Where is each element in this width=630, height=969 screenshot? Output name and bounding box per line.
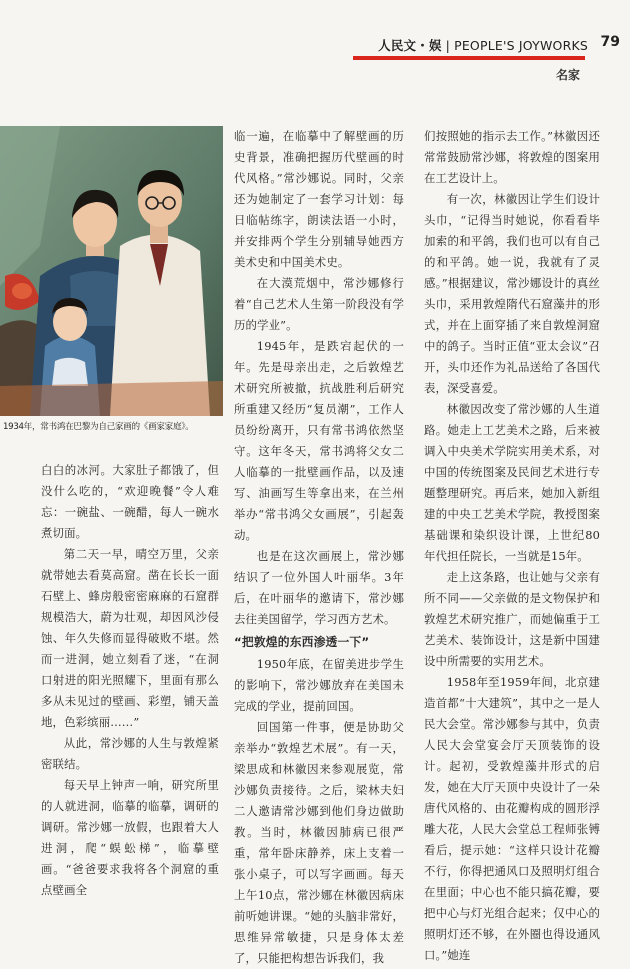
paragraph: 在大漠荒烟中，常沙娜修行着“自己艺术人生第一阶段没有学历的学业”。 (234, 276, 404, 332)
header-accent-bar (353, 56, 585, 60)
paragraph: 们按照她的指示去工作。”林徽因还常常鼓励常沙娜，将敦煌的图案用在工艺设计上。 (424, 129, 600, 185)
article-column-3 (424, 126, 600, 966)
magazine-title (378, 36, 588, 54)
paragraph: 回国第一件事，便是协助父亲举办“敦煌艺术展”。有一天，梁思成和林徽因来参观展览，常沙娜负责接待。之后，梁林夫妇二人邀请常沙娜到他们身边做助教。当时，林徽因肺病已很严重，常年卧床静养，床上支着一张小桌子，可以写字画画。每天上午10点，常沙娜在林徽因病床前听她讲课。“她的头脑非常好，思维异常敏捷，只是身体太差了，只能把构想告诉我们，我 (234, 720, 404, 965)
paragraph: 有一次，林徽因让学生们设计头巾，“记得当时她说，你看看毕加索的和平鸽，我们也可以有自己的和平鸽。她一说，我就有了灵感。”根据建议，常沙娜设计的真丝头巾，采用敦煌隋代石窟藻井的形式，并在上面穿插了来自敦煌洞窟中的鸽子。当时正值“亚太会议”召开，头巾还作为礼品送给了各国代表，深受喜爱。 (424, 192, 600, 395)
paragraph: 白白的冰河。大家肚子都饿了，但没什么吃的，“欢迎晚餐”令人难忘：一碗盐、一碗醋，每人一碗水煮切面。 (41, 463, 219, 540)
section-heading: “把敦煌的东西渗透一下” (234, 635, 370, 649)
family-portrait-painting (0, 126, 223, 416)
paragraph: 1945年，是跌宕起伏的一年。先是母亲出走，之后敦煌艺术研究所被撤，抗战胜利后研究所重建又经历“复员潮”，工作人员纷纷离开，只有常书鸿依然坚守。这年冬天，常书鸿将父女二人临摹的一批壁画作品，以及速写、油画写生等拿出来，在兰州举办“常书鸿父女画展”，引起轰动。 (234, 339, 404, 542)
article-column-1 (41, 460, 219, 901)
paragraph: 也是在这次画展上，常沙娜结识了一位外国人叶丽华。3年后，在叶丽华的邀请下，常沙娜去往美国留学，学习西方艺术。 (234, 549, 404, 626)
figure-caption: 1934年，常书鸿在巴黎为自己家画的《画家家庭》。 (3, 422, 194, 432)
title-separator: | (445, 38, 451, 53)
paragraph: 每天早上钟声一响，研究所里的人就进洞，临摹的临摹，调研的调研。常沙娜一放假，也跟着大人进洞，爬“蜈蚣梯”，临摹壁画。“爸爸要求我将各个洞窟的重点壁画全 (41, 778, 219, 897)
article-column-2 (234, 126, 404, 969)
paragraph: 1958年至1959年间，北京建造首都“十大建筑”，其中之一是人民大会堂。常沙娜参与其中，负责人民大会堂宴会厅天顶装饰的设计。起初，受敦煌藻井形式的启发，她在大厅天顶中央设计了一朵唐代风格的、由花瓣构成的圆形浮雕大花，人民大会堂总工程师张镈看后，提示她：“这样只设计花瓣不行，你得把通风口及照明灯组合在里面；中心也不能只搞花瓣，要把中心与灯光组合起来；仅中心的照明灯还不够，在外圈也得设通风口。”她连 (424, 675, 600, 962)
paragraph: 从此，常沙娜的人生与敦煌紧密联结。 (41, 736, 219, 771)
paragraph: 林徽因改变了常沙娜的人生道路。她走上工艺美术之路，后来被调入中央美术学院实用美术系，对中国的传统图案及民间艺术进行专题整理研究。再后来，她加入新组建的中央工艺美术学院，教授图案基础课和染织设计课，上世纪80年代担任院长，一当就是15年。 (424, 402, 600, 563)
magazine-title-cn: 人民文・娱 (378, 38, 442, 53)
paragraph: 走上这条路，也让她与父亲有所不同——父亲做的是文物保护和敦煌艺术研究推广，而她偏重于工艺美术、装饰设计，这是新中国建设中所需要的实用艺术。 (424, 570, 600, 668)
painting-illustration (0, 126, 223, 416)
page-number: 79 (600, 34, 620, 50)
magazine-title-en: PEOPLE'S JOYWORKS (454, 38, 588, 53)
section-label: 名家 (555, 68, 580, 82)
page-header (0, 0, 630, 90)
paragraph: 第二天一早，晴空万里，父亲就带她去看莫高窟。凿在长长一面石壁上、蜂房般密密麻麻的石窟群规模浩大，蔚为壮观，却因风沙侵蚀、年久失修而显得破败不堪。然而一进洞，她立刻看了迷，“在洞口射进的阳光照耀下，里面有那么多从未见过的壁画、彩塑，铺天盖地，色彩缤丽……” (41, 547, 219, 729)
paragraph: 临一遍，在临摹中了解壁画的历史背景，准确把握历代壁画的时代风格。”常沙娜说。同时，父亲还为她制定了一套学习计划：每日临帖练字，朗读法语一小时，并安排两个学生分别辅导她西方美术史和中国美术史。 (234, 129, 404, 269)
paragraph: 1950年底，在留美进步学生的影响下，常沙娜放弃在美国未完成的学业，提前回国。 (234, 657, 404, 713)
